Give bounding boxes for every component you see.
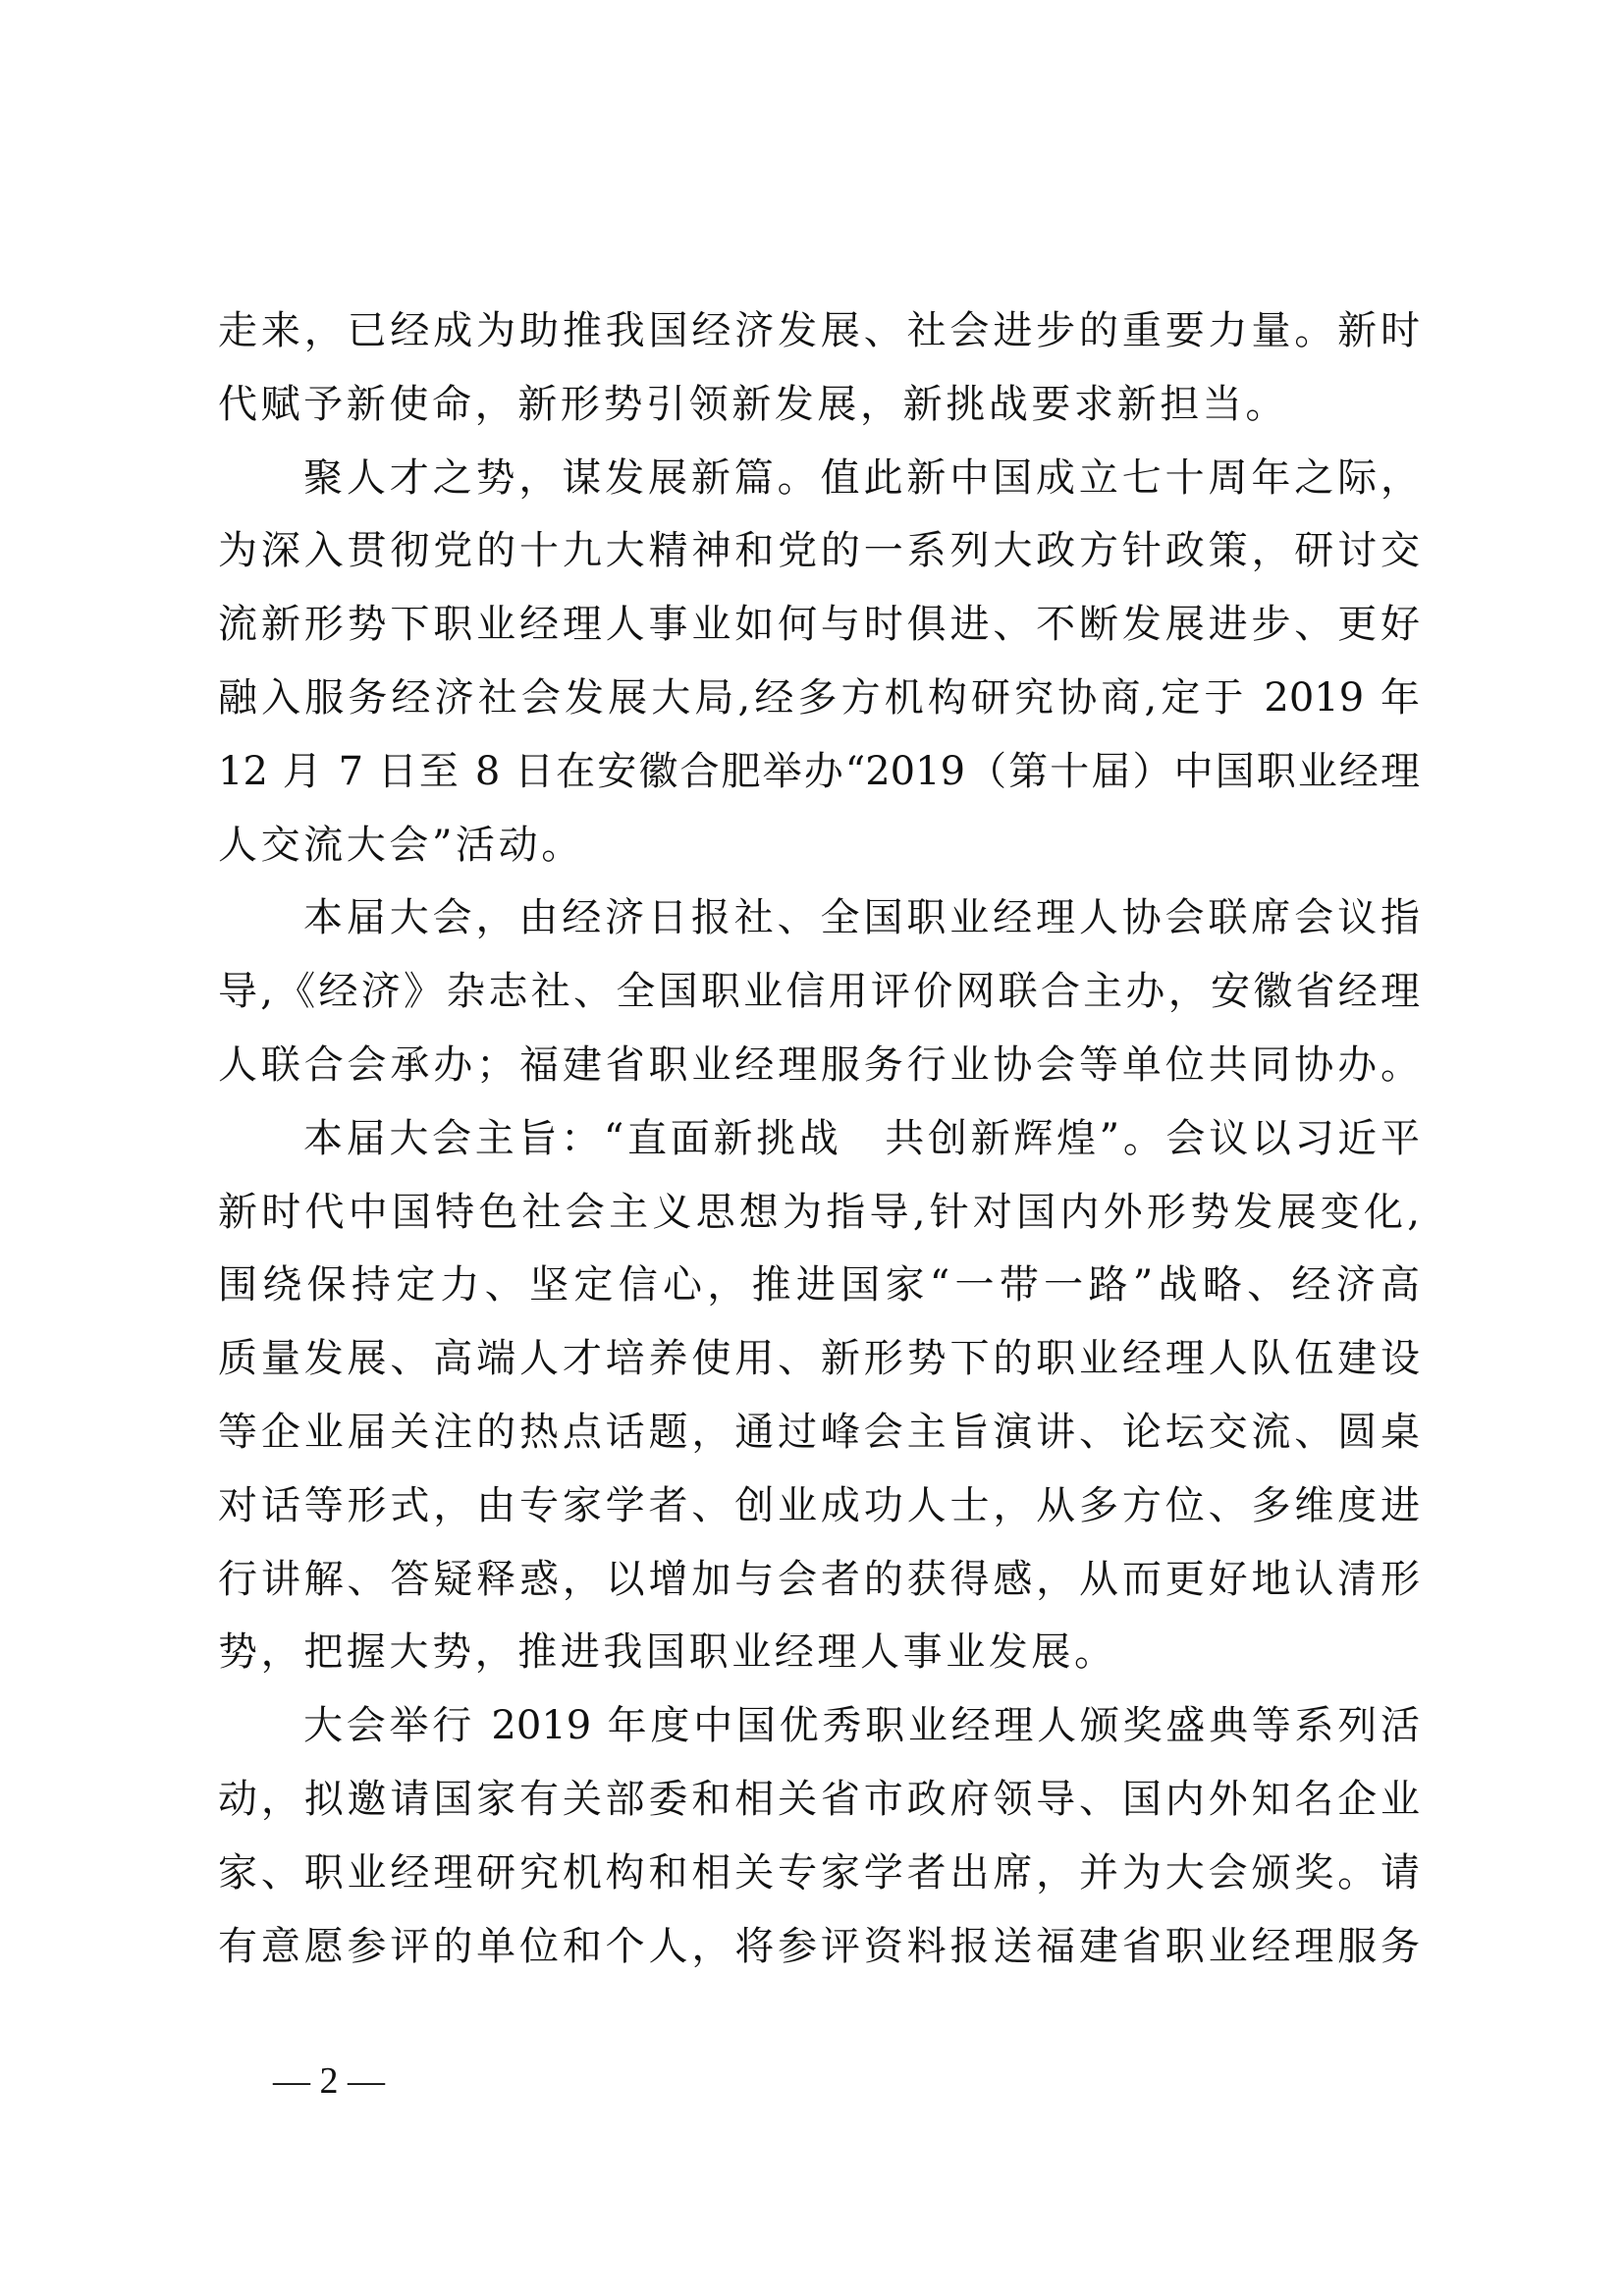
text-line: 本届大会，由经济日报社、全国职业经理人协会联席会议指 (303, 895, 1420, 941)
text-line: 走来，已经成为助推我国经济发展、社会进步的重要力量。新时 (218, 308, 1420, 353)
paragraph (218, 881, 1420, 1101)
text-line: 等企业届关注的热点话题，通过峰会主旨演讲、论坛交流、圆桌 (218, 1409, 1420, 1455)
text-line: 本届大会主旨：“直面新挑战 共创新辉煌”。会议以习近平 (303, 1115, 1420, 1161)
paragraph (218, 1102, 1420, 1689)
text-line: 质量发展、高端人才培养使用、新形势下的职业经理人队伍建设 (218, 1336, 1420, 1382)
text-line: 家、职业经理研究机构和相关专家学者出席，并为大会颁奖。请 (218, 1849, 1420, 1896)
text-line: 行讲解、答疑释惑，以增加与会者的获得感，从而更好地认清形 (218, 1556, 1420, 1602)
text-line: 新时代中国特色社会主义思想为指导,针对国内外形势发展变化, (218, 1189, 1420, 1235)
page-number: — 2 — (273, 2060, 385, 2102)
text-line: 大会举行 2019 年度中国优秀职业经理人颁奖盛典等系列活 (303, 1703, 1420, 1749)
paragraph (218, 1689, 1420, 1983)
text-line: 融入服务经济社会发展大局,经多方机构研究协商,定于 2019 年 (218, 674, 1420, 721)
document-body (218, 294, 1420, 1983)
text-line: 流新形势下职业经理人事业如何与时俱进、不断发展进步、更好 (218, 602, 1420, 648)
paragraph (218, 294, 1420, 442)
text-line: 人交流大会”活动。 (218, 822, 584, 868)
text-line: 聚人才之势，谋发展新篇。值此新中国成立七十周年之际， (303, 454, 1420, 501)
text-line: 有意愿参评的单位和个人，将参评资料报送福建省职业经理服务 (218, 1923, 1420, 1969)
text-line: 围绕保持定力、坚定信心，推进国家“一带一路”战略、经济高 (218, 1262, 1420, 1308)
text-line: 对话等形式，由专家学者、创业成功人士，从多方位、多维度进 (218, 1482, 1420, 1528)
paragraph (218, 442, 1420, 882)
text-line: 导,《经济》杂志社、全国职业信用评价网联合主办，安徽省经理 (218, 969, 1420, 1015)
text-line: 动，拟邀请国家有关部委和相关省市政府领导、国内外知名企业 (218, 1776, 1420, 1822)
text-line: 人联合会承办；福建省职业经理服务行业协会等单位共同协办。 (218, 1041, 1420, 1088)
text-line: 代赋予新使命，新形势引领新发展，新挑战要求新担当。 (218, 381, 1288, 427)
text-line: 为深入贯彻党的十九大精神和党的一系列大政方针政策，研讨交 (218, 528, 1420, 574)
text-line: 势，把握大势，推进我国职业经理人事业发展。 (218, 1629, 1117, 1676)
text-line: 12 月 7 日至 8 日在安徽合肥举办“2019（第十届）中国职业经理 (218, 748, 1420, 794)
